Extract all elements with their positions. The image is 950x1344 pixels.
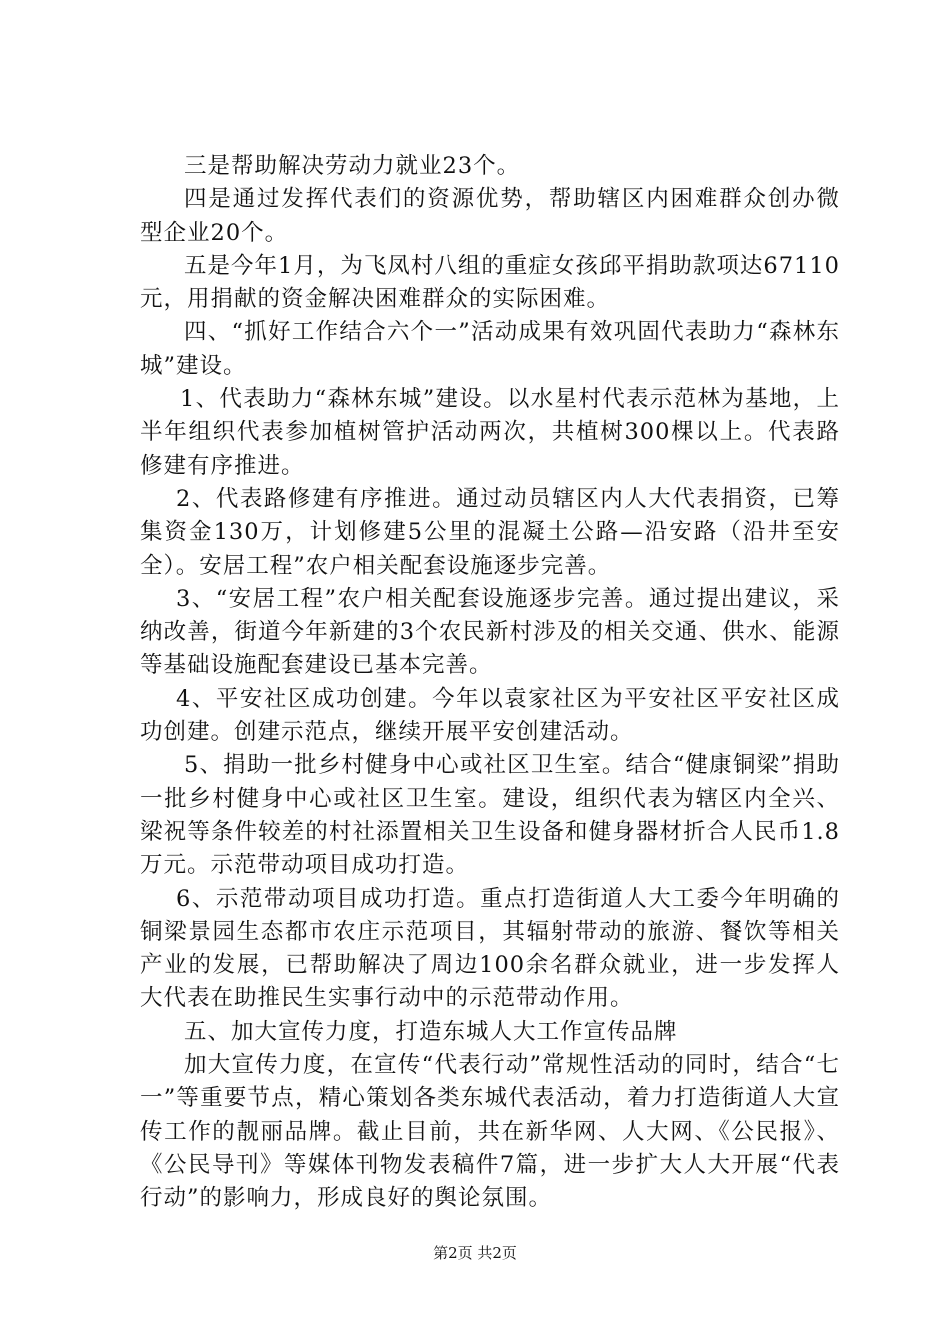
paragraph-item-5: 5、捐助一批乡村健身中心或社区卫生室。结合“健康铜梁”捐助一批乡村健身中心或社区卫生室。建设，组织代表为辖区内全兴、梁祝等条件较差的村社添置相关卫生设备和健身器材折合人民币1.8万元。示范带动项目成功打造。	[140, 752, 840, 879]
paragraph-publicity: 加大宣传力度，在宣传“代表行动”常规性活动的同时，结合“七一”等重要节点，精心策划各类东城代表活动，着力打造街道人大宣传工作的靓丽品牌。截止目前，共在新华网、人大网、《公民报》、《公民导刊》等媒体刊物发表稿件7篇，进一步扩大人大开展“代表行动”的影响力，形成良好的舆论氛围。	[140, 1052, 840, 1212]
paragraph-1: 三是帮助解决劳动力就业23个。	[184, 153, 521, 179]
section-heading-5: 五、加大宣传力度，打造东城人大工作宣传品牌	[184, 1018, 678, 1045]
paragraph-item-3: 3、“安居工程”农户相关配套设施逐步完善。通过提出建议，采纳改善，街道今年新建的3个农民新村涉及的相关交通、供水、能源等基础设施配套建设已基本完善。	[140, 585, 840, 679]
page-footer: 第2页 共2页	[433, 1244, 517, 1262]
paragraph-item-6: 6、示范带动项目成功打造。重点打造街道人大工委今年明确的铜梁景园生态都市农庄示范项目，其辐射带动的旅游、餐饮等相关产业的发展，已帮助解决了周边100余名群众就业，进一步发挥人大代表在助推民生实事行动中的示范带动作用。	[140, 885, 840, 1012]
document-body	[140, 150, 840, 1216]
paragraph-3: 五是今年1月，为飞凤村八组的重症女孩邱平捐助款项达67110元，用捐献的资金解决困难群众的实际困难。	[140, 252, 840, 313]
paragraph-item-2: 2、代表路修建有序推进。通过动员辖区内人大代表捐资，已筹集资金130万，计划修建5公里的混凝土公路—沿安路（沿井至安全）。安居工程”农户相关配套设施逐步完善。	[140, 485, 840, 579]
paragraph-item-1: 1、代表助力“森林东城”建设。以水星村代表示范林为基地，上半年组织代表参加植树管护活动两次，共植树300棵以上。代表路修建有序推进。	[140, 386, 840, 479]
paragraph-2: 四是通过发挥代表们的资源优势，帮助辖区内困难群众创办微型企业20个。	[140, 186, 840, 246]
paragraph-item-4: 4、平安社区成功创建。今年以袁家社区为平安社区平安社区成功创建。创建示范点，继续开展平安创建活动。	[140, 685, 840, 746]
section-heading-4: 四、“抓好工作结合六个一”活动成果有效巩固代表助力“森林东城”建设。	[140, 319, 840, 379]
